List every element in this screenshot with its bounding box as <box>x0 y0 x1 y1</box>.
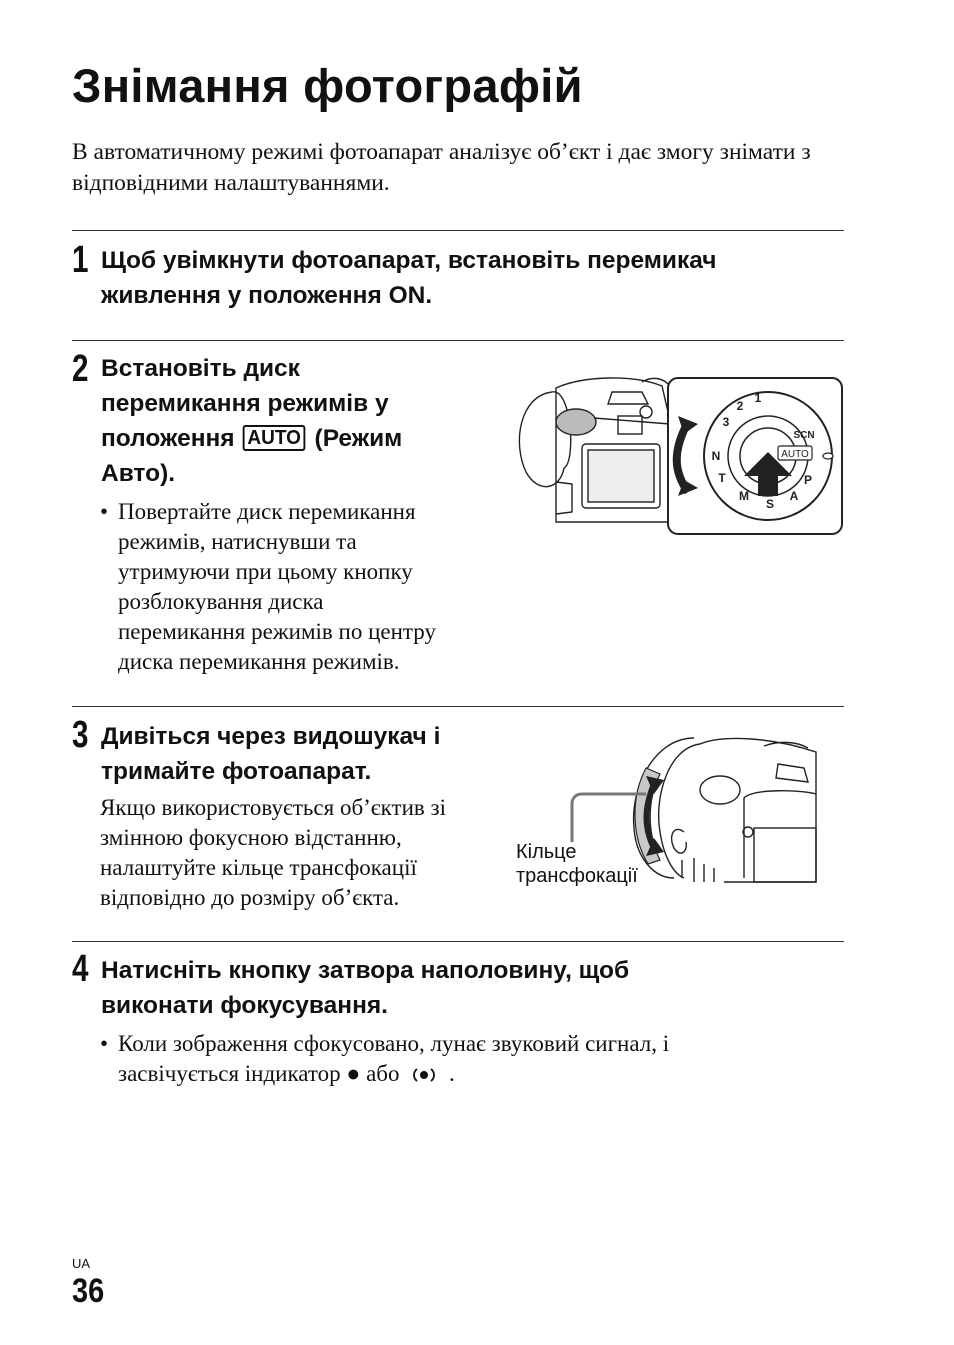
step-2-bullet-line: перемикання режимів по центру <box>118 619 436 644</box>
step-4-bullet-text: засвічується індикатор <box>118 1061 341 1086</box>
step-4-bullet-line <box>118 1059 858 1089</box>
dial-mode: 1 <box>754 391 762 405</box>
step-2-bullet-line: режимів, натиснувши та <box>118 529 357 554</box>
step-4-heading <box>101 953 861 1023</box>
step-4-bullet-text: або <box>366 1061 400 1086</box>
step-4-bullet-line: Коли зображення сфокусовано, лунає звуковий сигнал, і <box>118 1031 670 1056</box>
dial-mode: 3 <box>722 415 730 429</box>
divider <box>72 340 844 341</box>
step-4-bullet-text: . <box>449 1061 455 1086</box>
step-4-heading-line: виконати фокусування. <box>101 992 388 1019</box>
divider <box>72 230 844 231</box>
step-2-heading-text: (Режим <box>314 425 403 452</box>
step-1-heading-line: живлення у положення ON. <box>101 282 433 309</box>
step-3-heading-line: Дивіться через видошукач і <box>101 723 441 750</box>
step-2-number: 2 <box>72 348 89 390</box>
step-2-heading-line: Встановіть диск <box>101 355 300 382</box>
step-1-heading-line: Щоб увімкнути фотоапарат, встановіть перемикач <box>101 247 717 274</box>
dial-mode: SCN <box>793 430 815 441</box>
step-3-body-line: налаштуйте кільце трансфокації <box>100 855 417 880</box>
step-4-heading-line: Натисніть кнопку затвора наполовину, щоб <box>101 957 630 984</box>
step-2-bullet-line: диска перемикання режимів. <box>118 649 400 674</box>
step-3-body-line: змінною фокусною відстанню, <box>100 825 402 850</box>
step-3-heading <box>101 719 521 789</box>
focus-indicator-icon: ● <box>346 1061 361 1086</box>
dial-mode: P <box>803 473 813 487</box>
step-2-bullet-line: утримуючи при цьому кнопку <box>118 559 413 584</box>
auto-mode-icon: AUTO <box>243 425 306 451</box>
footer-region-code: UA <box>72 1256 91 1271</box>
step-2-heading-line: Авто). <box>101 460 176 487</box>
step-2-heading-line <box>101 421 501 456</box>
step-3-body <box>100 793 520 913</box>
dial-mode: A <box>789 489 799 503</box>
step-3-body-line: відповідно до розміру об’єкта. <box>100 885 400 910</box>
step-3-number: 3 <box>72 714 89 756</box>
divider <box>72 941 844 942</box>
zoom-ring-label-line: трансфокації <box>516 865 638 887</box>
divider <box>72 706 844 707</box>
step-4-number: 4 <box>72 948 89 990</box>
camera-mode-dial-illustration <box>512 372 848 542</box>
step-1-heading <box>101 243 861 313</box>
bullet-marker: • <box>100 499 109 524</box>
bullet-marker: • <box>100 1031 109 1056</box>
step-2-heading-line: перемикання режимів у <box>101 390 389 417</box>
step-1-number: 1 <box>72 239 89 281</box>
dial-auto-label: AUTO <box>781 449 809 460</box>
step-2-heading-text: положення <box>101 425 235 452</box>
focus-tracking-indicator-icon <box>409 1066 439 1084</box>
dial-mode: T <box>718 471 726 485</box>
dial-mode: S <box>765 497 775 511</box>
page-number: 36 <box>72 1272 105 1310</box>
zoom-ring-label-line: Кільце <box>516 841 577 863</box>
step-2-bullet <box>100 497 498 677</box>
step-3-body-line: Якщо використовується об’єктив зі <box>100 795 446 820</box>
dial-mode: N <box>711 449 721 463</box>
step-2-bullet-line: Повертайте диск перемикання <box>118 499 416 524</box>
dial-mode: M <box>739 489 749 503</box>
dial-mode: 2 <box>736 399 744 413</box>
intro-paragraph: В автоматичному режимі фотоапарат аналізує об’єкт і дає змогу знімати з відповідними налаштуваннями. <box>72 139 811 196</box>
page-title: Знімання фотографій <box>72 59 583 112</box>
step-2-bullet-line: розблокування диска <box>118 589 324 614</box>
step-3-heading-line: тримайте фотоапарат. <box>101 758 372 785</box>
step-4-bullet <box>100 1029 858 1089</box>
step-2-heading <box>101 351 501 491</box>
zoom-ring-label <box>516 840 638 888</box>
